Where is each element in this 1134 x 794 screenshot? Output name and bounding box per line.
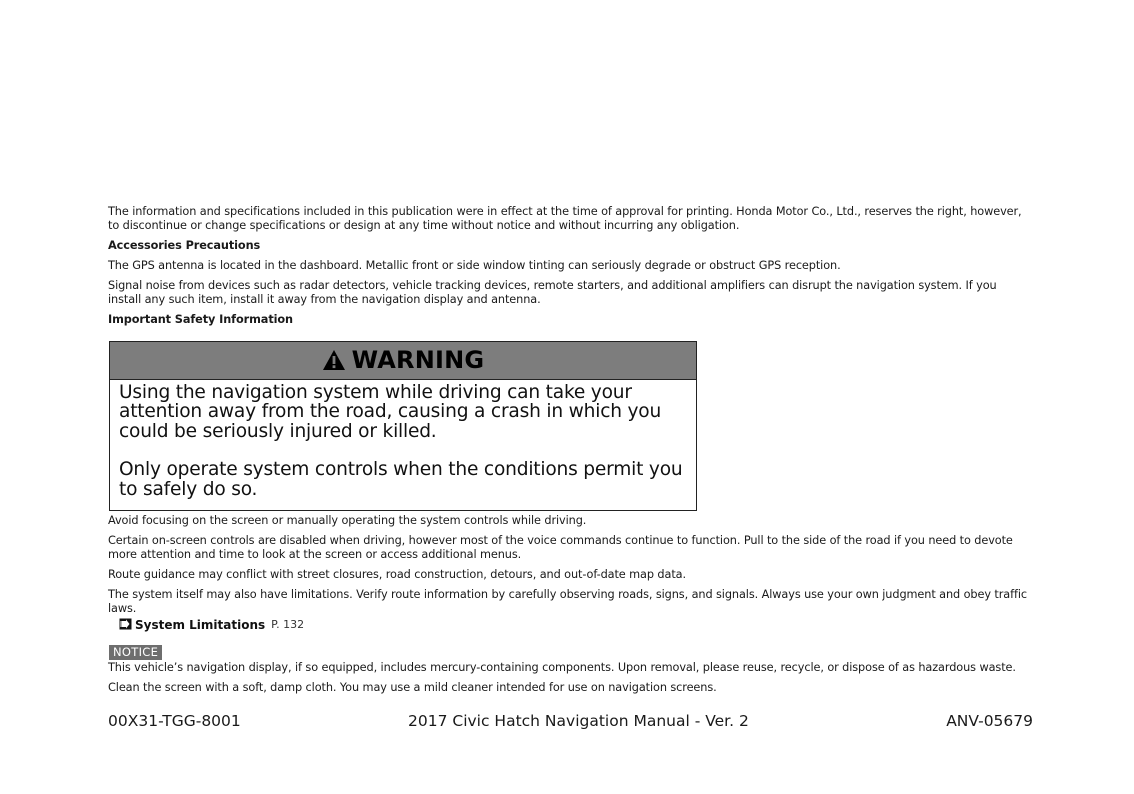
footer-doc-code: ANV-05679 <box>946 712 1033 730</box>
safety-heading: Important Safety Information <box>108 313 293 327</box>
warning-triangle-icon <box>322 349 346 371</box>
warning-text-operate: Only operate system controls when the conditions permit you to safely do so. <box>119 459 683 500</box>
footer-part-number: 00X31-TGG-8001 <box>108 712 241 730</box>
accessories-heading: Accessories Precautions <box>108 239 261 253</box>
warning-text-crash: Using the navigation system while driving can take your attention away from the road, causing a crash in which you could be seriously injured or killed. <box>119 381 662 442</box>
system-limitations-xref[interactable] <box>119 618 1033 633</box>
cross-reference-arrow-icon <box>119 618 132 633</box>
controls-disabled-text: Certain on-screen controls are disabled when driving, however most of the voice commands continue to function. Pull to the side of the road if you need to devote more attention and time to look at the screen or access additional menus. <box>108 533 1013 562</box>
avoid-focus-text: Avoid focusing on the screen or manually operating the system controls while driving. <box>108 514 587 528</box>
mercury-notice-text: This vehicle’s navigation display, if so equipped, includes mercury-containing components. Upon removal, please reuse, recycle, or dispose of as hazardous waste. <box>108 660 1016 674</box>
warning-body <box>110 380 696 511</box>
warning-header <box>110 342 696 380</box>
signal-noise-text: Signal noise from devices such as radar detectors, vehicle tracking devices, remote starters, and additional amplifiers can disrupt the navigation system. If you install any such item, install it away from the navigation display and antenna. <box>108 279 997 307</box>
footer-manual-title: 2017 Civic Hatch Navigation Manual - Ver. 2 <box>408 712 749 730</box>
limitations-text: The system itself may also have limitations. Verify route information by carefully observing roads, signs, and signals. Always use your own judgment and obey traffic laws. <box>108 587 1028 615</box>
manual-page <box>108 205 1033 700</box>
warning-title: WARNING <box>351 346 485 375</box>
notice-badge: NOTICE <box>109 645 162 660</box>
system-limitations-link[interactable]: System Limitations <box>135 618 266 633</box>
warning-box <box>109 341 697 512</box>
gps-antenna-text: The GPS antenna is located in the dashboard. Metallic front or side window tinting can seriously degrade or obstruct GPS reception. <box>108 259 841 273</box>
route-guidance-text: Route guidance may conflict with street closures, road construction, detours, and out-of-date map data. <box>108 567 686 581</box>
page-footer <box>108 712 1033 734</box>
disclaimer-text: The information and specifications included in this publication were in effect at the time of approval for printing. Honda Motor Co., Ltd., reserves the right, however, to discontinue or change specifications or design at any time without notice and without incurring any obligation. <box>108 205 1022 233</box>
cleaning-notice-text: Clean the screen with a soft, damp cloth. You may use a mild cleaner intended for use on navigation screens. <box>108 680 717 694</box>
xref-page-number: P. 132 <box>271 618 305 632</box>
